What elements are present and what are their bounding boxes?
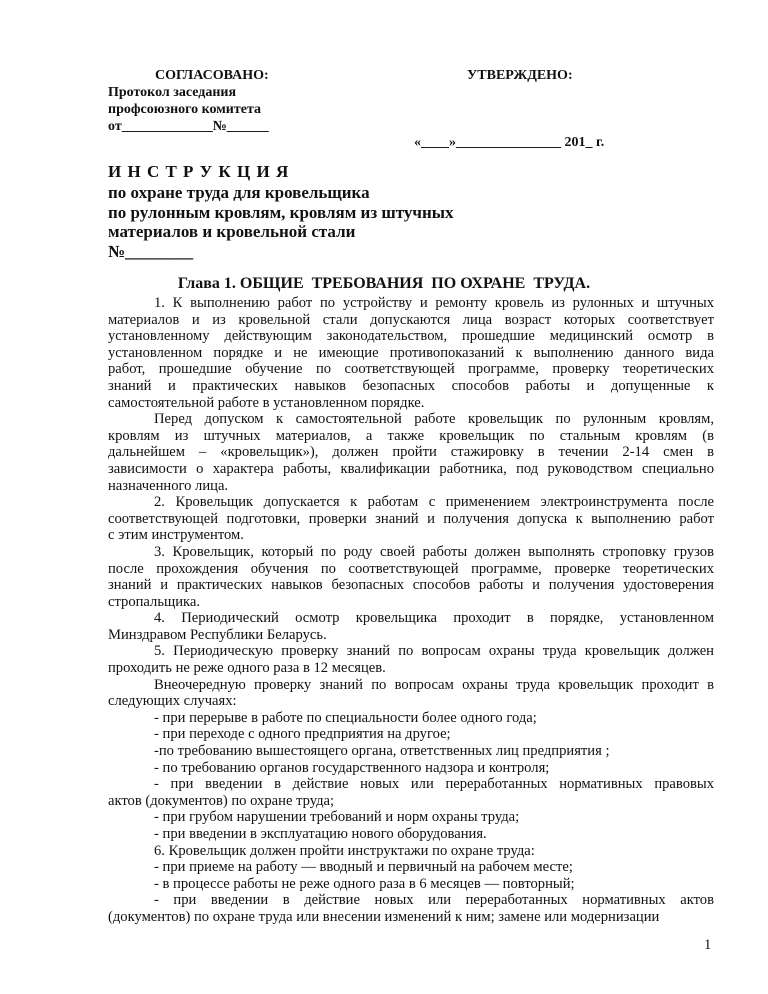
- protocol-date-number: от_____________№______: [108, 119, 269, 134]
- paragraph: [108, 843, 714, 860]
- paragraph: [108, 876, 714, 893]
- protocol-line-1: Протокол заседания: [108, 85, 237, 100]
- paragraph-line: -по требованию вышестоящего органа, ответственных лиц предприятия ;: [154, 743, 610, 760]
- paragraph: [108, 726, 714, 743]
- paragraph-line: Внеочередную проверку знаний по вопросам охраны труда кровельщик проходит в: [154, 676, 714, 693]
- paragraph-line: работ, прошедшие обучение по соответствующей программе, проверку теоретических: [108, 361, 714, 378]
- paragraph-line: Минздравом Республики Беларусь.: [108, 626, 327, 643]
- paragraph-line: 6. Кровельщик должен пройти инструктажи по охране труда:: [154, 842, 535, 859]
- paragraph-line: 5. Периодическую проверку знаний по вопросам охраны труда кровельщик должен: [154, 643, 714, 660]
- paragraph-line: - при приеме на работу — вводный и первичный на рабочем месте;: [154, 859, 573, 876]
- paragraph: [108, 776, 714, 809]
- paragraph-line: с этим инструментом.: [108, 527, 244, 544]
- paragraph-line: - в процессе работы не реже одного раза в 6 месяцев — повторный;: [154, 875, 575, 892]
- paragraph-line: материалов и из кровельной стали допускаются лица возраст которых соответствует: [108, 311, 714, 328]
- paragraph-line: Перед допуском к самостоятельной работе кровельщик по рулонным кровлям,: [154, 411, 714, 428]
- paragraph-line: (документов) по охране труда или внесении изменений к ним; замене или модернизации: [108, 908, 660, 925]
- paragraph: [108, 743, 714, 760]
- document-title: И Н С Т Р У К Ц И Я: [108, 162, 290, 181]
- document-subtitle-3: материалов и кровельной стали: [108, 222, 356, 241]
- paragraph: [108, 544, 714, 610]
- paragraph-line: следующих случаях:: [108, 693, 237, 710]
- paragraph-line: установленному действующим законодательством, прошедшие медицинский осмотр в: [108, 328, 714, 345]
- paragraph: [108, 295, 714, 411]
- paragraph-line: актов (документов) по охране труда;: [108, 792, 335, 809]
- paragraph-line: - по требованию органов государственного надзора и контроля;: [154, 759, 550, 776]
- protocol-line-2: профсоюзного комитета: [108, 102, 262, 117]
- paragraph-line: соответствующей подготовки, проверки знаний и получения допуска к выполнению работ: [108, 510, 714, 527]
- document-subtitle-2: по рулонным кровлям, кровлям из штучных: [108, 203, 454, 222]
- paragraph-line: - при введении в действие новых или переработанных нормативных актов: [154, 892, 714, 909]
- page-number: 1: [704, 937, 712, 953]
- paragraph: [108, 677, 714, 710]
- paragraph: [108, 859, 714, 876]
- approved-by-label: СОГЛАСОВАНО:: [155, 68, 269, 83]
- paragraph-line: назначенного лица.: [108, 477, 229, 494]
- paragraph: [108, 610, 714, 643]
- paragraph-line: знаний и практических навыков безопасных способов работы и получения удостоверения: [108, 577, 714, 594]
- paragraph-line: 4. Периодический осмотр кровельщика проходит в порядке, установленном: [154, 610, 714, 627]
- paragraph-line: 2. Кровельщик допускается к работам с применением электроинструмента после: [154, 494, 714, 511]
- paragraph-line: 1. К выполнению работ по устройству и ремонту кровель из рулонных и штучных: [154, 295, 714, 311]
- paragraph-line: после прохождения обучения по соответствующей программе, проверке теоретических: [108, 560, 714, 577]
- paragraph: [108, 710, 714, 727]
- paragraph-line: 3. Кровельщик, который по роду своей работы должен выполнять строповку грузов: [154, 543, 714, 560]
- paragraph: [108, 643, 714, 676]
- confirmed-label: УТВЕРЖДЕНО:: [467, 68, 573, 83]
- paragraph-line: самостоятельной работе в установленном порядке.: [108, 394, 425, 411]
- paragraph: [108, 892, 714, 925]
- document-number: №________: [108, 242, 194, 261]
- paragraph: [108, 494, 714, 544]
- paragraph: [108, 760, 714, 777]
- paragraph-line: стропальщика.: [108, 593, 201, 610]
- chapter-heading: Глава 1. ОБЩИЕ ТРЕБОВАНИЯ ПО ОХРАНЕ ТРУДА.: [177, 275, 591, 292]
- paragraph-line: установленном порядке и не имеющие противопоказаний к выполнению данного вида: [108, 344, 714, 361]
- paragraph-line: - при введении в действие новых или переработанных нормативных правовых: [154, 776, 714, 793]
- paragraph: [108, 809, 714, 826]
- document-body: [108, 295, 714, 926]
- paragraph: [108, 411, 714, 494]
- paragraph-line: знаний и практических навыков безопасных способов работы и допущенные к: [108, 377, 714, 394]
- paragraph-line: - при перерыве в работе по специальности более одного года;: [154, 709, 537, 726]
- document-subtitle-1: по охране труда для кровельщика: [108, 183, 370, 202]
- paragraph-line: проходить не реже одного раза в 12 месяцев.: [108, 660, 386, 677]
- paragraph-line: кровлям из штучных материалов, а также кровельщик по стальным кровлям (в: [108, 427, 714, 444]
- paragraph-line: - при переходе с одного предприятия на другое;: [154, 726, 451, 743]
- confirmed-date: «____»_______________ 201_ г.: [414, 135, 605, 150]
- paragraph-line: дальнейшем – «кровельщик»), должен пройти стажировку в течении 2-14 смен в: [108, 444, 714, 461]
- paragraph-line: зависимости о характера работы, квалификации работника, под руководством специально: [108, 460, 714, 477]
- paragraph: [108, 826, 714, 843]
- paragraph-line: - при грубом нарушении требований и норм охраны труда;: [154, 809, 520, 826]
- paragraph-line: - при введении в эксплуатацию нового оборудования.: [154, 826, 487, 842]
